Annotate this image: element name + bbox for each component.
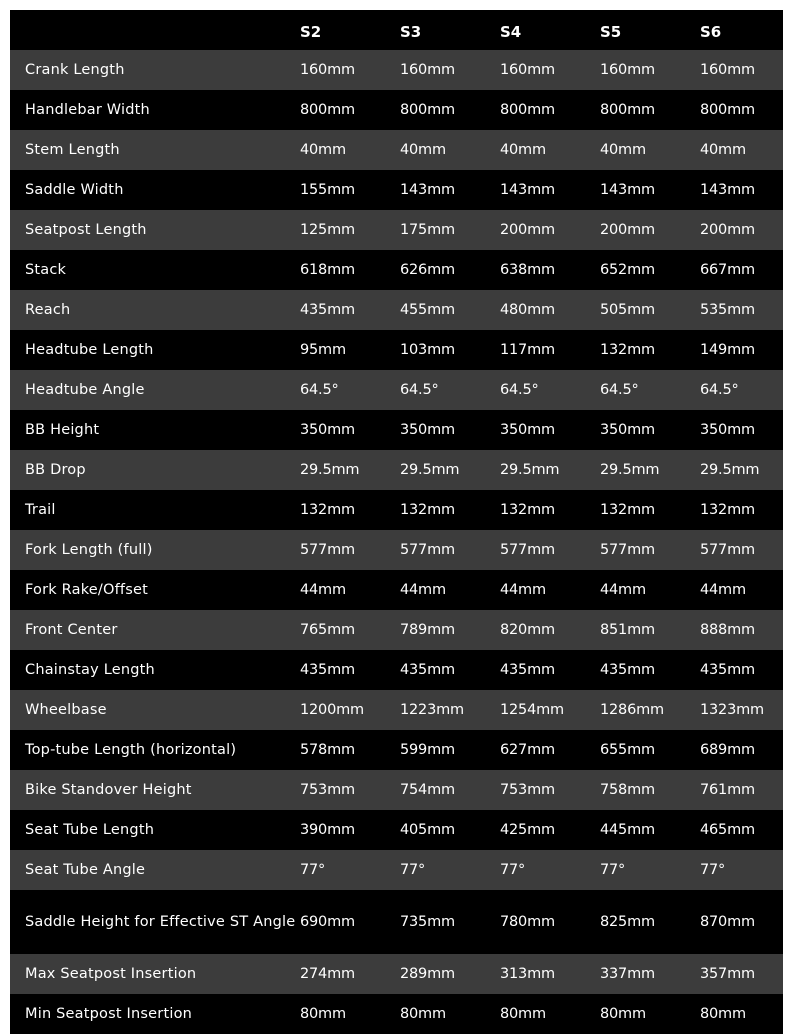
- row-label: Saddle Width: [25, 182, 124, 198]
- header-row: [10, 10, 783, 50]
- value-cell: 125mm: [300, 222, 355, 238]
- value-cell: 64.5°: [300, 382, 339, 398]
- value-cell: 667mm: [700, 262, 755, 278]
- table-row: [10, 50, 783, 90]
- header-cell-size: S4: [500, 23, 522, 41]
- value-cell: 780mm: [500, 914, 555, 930]
- value-cell: 77°: [500, 862, 526, 878]
- value-cell: 820mm: [500, 622, 555, 638]
- row-label: Fork Length (full): [25, 542, 153, 558]
- table-row: [10, 890, 783, 954]
- table-row: [10, 490, 783, 530]
- value-cell: 313mm: [500, 966, 555, 982]
- value-cell: 435mm: [300, 302, 355, 318]
- value-cell: 480mm: [500, 302, 555, 318]
- value-cell: 132mm: [500, 502, 555, 518]
- header-cell-size: S6: [700, 23, 722, 41]
- value-cell: 132mm: [700, 502, 755, 518]
- table-row: [10, 450, 783, 490]
- value-cell: 64.5°: [500, 382, 539, 398]
- value-cell: 350mm: [400, 422, 455, 438]
- row-label: BB Height: [25, 422, 100, 438]
- value-cell: 435mm: [700, 662, 755, 678]
- value-cell: 800mm: [700, 102, 755, 118]
- row-label: Bike Standover Height: [25, 782, 192, 798]
- value-cell: 132mm: [600, 342, 655, 358]
- table-row: [10, 290, 783, 330]
- value-cell: 160mm: [400, 62, 455, 78]
- table-row: [10, 130, 783, 170]
- header-cell-size: S2: [300, 23, 322, 41]
- row-label: Chainstay Length: [25, 662, 155, 678]
- value-cell: 40mm: [700, 142, 746, 158]
- value-cell: 655mm: [600, 742, 655, 758]
- value-cell: 80mm: [500, 1006, 546, 1022]
- value-cell: 95mm: [300, 342, 346, 358]
- row-label: Wheelbase: [25, 702, 107, 718]
- table-row: [10, 330, 783, 370]
- value-cell: 577mm: [300, 542, 355, 558]
- value-cell: 200mm: [600, 222, 655, 238]
- value-cell: 888mm: [700, 622, 755, 638]
- value-cell: 789mm: [400, 622, 455, 638]
- value-cell: 357mm: [700, 966, 755, 982]
- value-cell: 435mm: [500, 662, 555, 678]
- table-row: [10, 770, 783, 810]
- value-cell: 143mm: [400, 182, 455, 198]
- value-cell: 155mm: [300, 182, 355, 198]
- value-cell: 160mm: [300, 62, 355, 78]
- value-cell: 689mm: [700, 742, 755, 758]
- value-cell: 160mm: [500, 62, 555, 78]
- value-cell: 44mm: [600, 582, 646, 598]
- value-cell: 77°: [600, 862, 626, 878]
- value-cell: 578mm: [300, 742, 355, 758]
- header-cell-size: S5: [600, 23, 622, 41]
- value-cell: 825mm: [600, 914, 655, 930]
- value-cell: 753mm: [300, 782, 355, 798]
- value-cell: 599mm: [400, 742, 455, 758]
- value-cell: 350mm: [600, 422, 655, 438]
- value-cell: 638mm: [500, 262, 555, 278]
- value-cell: 44mm: [700, 582, 746, 598]
- value-cell: 1200mm: [300, 702, 364, 718]
- value-cell: 117mm: [500, 342, 555, 358]
- value-cell: 175mm: [400, 222, 455, 238]
- value-cell: 800mm: [600, 102, 655, 118]
- table-header: [10, 10, 783, 50]
- value-cell: 1223mm: [400, 702, 464, 718]
- value-cell: 350mm: [500, 422, 555, 438]
- table-row: [10, 610, 783, 650]
- row-label: Seat Tube Angle: [25, 862, 146, 878]
- value-cell: 29.5mm: [300, 462, 360, 478]
- row-label: Trail: [25, 502, 56, 518]
- value-cell: 29.5mm: [600, 462, 660, 478]
- value-cell: 758mm: [600, 782, 655, 798]
- value-cell: 754mm: [400, 782, 455, 798]
- value-cell: 435mm: [400, 662, 455, 678]
- value-cell: 735mm: [400, 914, 455, 930]
- row-label: Headtube Length: [25, 342, 154, 358]
- value-cell: 618mm: [300, 262, 355, 278]
- value-cell: 132mm: [600, 502, 655, 518]
- value-cell: 143mm: [700, 182, 755, 198]
- value-cell: 800mm: [300, 102, 355, 118]
- value-cell: 405mm: [400, 822, 455, 838]
- value-cell: 765mm: [300, 622, 355, 638]
- row-label: Reach: [25, 302, 71, 318]
- table-row: [10, 954, 783, 994]
- value-cell: 29.5mm: [400, 462, 460, 478]
- header-cell-size: S3: [400, 23, 422, 41]
- value-cell: 274mm: [300, 966, 355, 982]
- value-cell: 160mm: [600, 62, 655, 78]
- row-label: Stack: [25, 262, 67, 278]
- value-cell: 800mm: [500, 102, 555, 118]
- table-row: [10, 650, 783, 690]
- value-cell: 289mm: [400, 966, 455, 982]
- table-row: [10, 810, 783, 850]
- value-cell: 200mm: [700, 222, 755, 238]
- table-row: [10, 370, 783, 410]
- value-cell: 870mm: [700, 914, 755, 930]
- value-cell: 851mm: [600, 622, 655, 638]
- row-label: Seat Tube Length: [25, 822, 155, 838]
- value-cell: 200mm: [500, 222, 555, 238]
- value-cell: 40mm: [500, 142, 546, 158]
- value-cell: 44mm: [400, 582, 446, 598]
- row-label: Min Seatpost Insertion: [25, 1006, 193, 1022]
- value-cell: 40mm: [600, 142, 646, 158]
- value-cell: 800mm: [400, 102, 455, 118]
- value-cell: 44mm: [300, 582, 346, 598]
- table-row: [10, 994, 783, 1034]
- table-row: [10, 570, 783, 610]
- value-cell: 753mm: [500, 782, 555, 798]
- value-cell: 132mm: [400, 502, 455, 518]
- value-cell: 80mm: [400, 1006, 446, 1022]
- value-cell: 160mm: [700, 62, 755, 78]
- table-row: [10, 210, 783, 250]
- table-row: [10, 690, 783, 730]
- row-label: Headtube Angle: [25, 382, 145, 398]
- table-row: [10, 250, 783, 290]
- value-cell: 627mm: [500, 742, 555, 758]
- table-body: [10, 50, 783, 1034]
- value-cell: 40mm: [300, 142, 346, 158]
- row-label: Top-tube Length (horizontal): [25, 742, 237, 758]
- value-cell: 103mm: [400, 342, 455, 358]
- row-label: Handlebar Width: [25, 102, 150, 118]
- value-cell: 626mm: [400, 262, 455, 278]
- value-cell: 29.5mm: [700, 462, 760, 478]
- value-cell: 337mm: [600, 966, 655, 982]
- value-cell: 535mm: [700, 302, 755, 318]
- row-label: Stem Length: [25, 142, 120, 158]
- row-label: Seatpost Length: [25, 222, 147, 238]
- value-cell: 435mm: [300, 662, 355, 678]
- value-cell: 80mm: [600, 1006, 646, 1022]
- header-cell-label: [10, 10, 300, 50]
- row-label: BB Drop: [25, 462, 86, 478]
- value-cell: 64.5°: [700, 382, 739, 398]
- value-cell: 690mm: [300, 914, 355, 930]
- value-cell: 425mm: [500, 822, 555, 838]
- geometry-table: [10, 10, 783, 1034]
- value-cell: 64.5°: [400, 382, 439, 398]
- table-row: [10, 170, 783, 210]
- value-cell: 29.5mm: [500, 462, 560, 478]
- value-cell: 577mm: [400, 542, 455, 558]
- value-cell: 149mm: [700, 342, 755, 358]
- value-cell: 761mm: [700, 782, 755, 798]
- value-cell: 455mm: [400, 302, 455, 318]
- value-cell: 143mm: [600, 182, 655, 198]
- value-cell: 350mm: [700, 422, 755, 438]
- row-label: Fork Rake/Offset: [25, 582, 148, 598]
- value-cell: 44mm: [500, 582, 546, 598]
- table-row: [10, 850, 783, 890]
- value-cell: 577mm: [500, 542, 555, 558]
- table-row: [10, 530, 783, 570]
- row-label: Saddle Height for Effective ST Angle: [25, 914, 296, 930]
- table-row: [10, 90, 783, 130]
- value-cell: 577mm: [700, 542, 755, 558]
- value-cell: 505mm: [600, 302, 655, 318]
- value-cell: 390mm: [300, 822, 355, 838]
- table-row: [10, 730, 783, 770]
- value-cell: 80mm: [700, 1006, 746, 1022]
- value-cell: 577mm: [600, 542, 655, 558]
- value-cell: 445mm: [600, 822, 655, 838]
- value-cell: 1323mm: [700, 702, 764, 718]
- value-cell: 652mm: [600, 262, 655, 278]
- value-cell: 1254mm: [500, 702, 564, 718]
- table-row: [10, 410, 783, 450]
- value-cell: 77°: [400, 862, 426, 878]
- value-cell: 143mm: [500, 182, 555, 198]
- row-label: Crank Length: [25, 62, 125, 78]
- value-cell: 465mm: [700, 822, 755, 838]
- value-cell: 77°: [300, 862, 326, 878]
- row-label: Max Seatpost Insertion: [25, 966, 197, 982]
- value-cell: 64.5°: [600, 382, 639, 398]
- value-cell: 40mm: [400, 142, 446, 158]
- value-cell: 77°: [700, 862, 726, 878]
- value-cell: 435mm: [600, 662, 655, 678]
- value-cell: 350mm: [300, 422, 355, 438]
- row-label: Front Center: [25, 622, 118, 638]
- value-cell: 132mm: [300, 502, 355, 518]
- value-cell: 80mm: [300, 1006, 346, 1022]
- value-cell: 1286mm: [600, 702, 664, 718]
